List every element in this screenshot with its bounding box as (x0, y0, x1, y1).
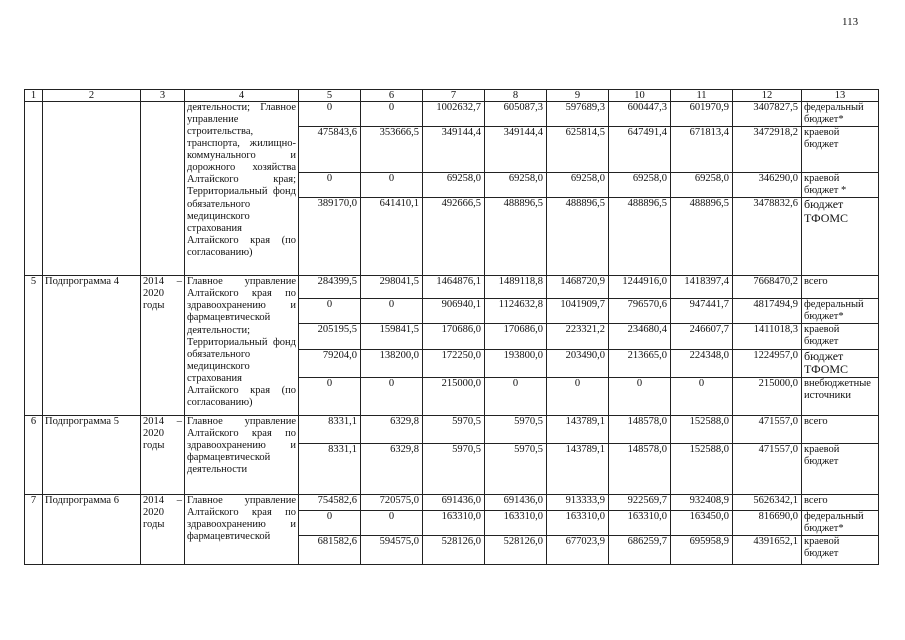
header-cell: 11 (671, 90, 733, 102)
header-cell: 5 (299, 90, 361, 102)
funding-source: федеральный бюджет* (802, 299, 879, 324)
amount-cell: 600447,3 (609, 102, 671, 127)
amount-cell: 224348,0 (671, 349, 733, 378)
amount-cell: 8331,1 (299, 444, 361, 495)
amount-cell: 932408,9 (671, 495, 733, 511)
funding-source: краевой бюджет * (802, 173, 879, 198)
period-cell (141, 276, 185, 416)
amount-cell: 1002632,7 (423, 102, 485, 127)
period-end: 2020 годы (143, 288, 165, 312)
amount-cell: 947441,7 (671, 299, 733, 324)
amount-cell: 69258,0 (547, 173, 609, 198)
amount-cell: 1411018,3 (733, 324, 802, 349)
funding-source: краевой бюджет (802, 536, 879, 565)
amount-cell: 601970,9 (671, 102, 733, 127)
amount-cell: 691436,0 (485, 495, 547, 511)
amount-cell: 528126,0 (423, 536, 485, 565)
amount-cell: 475843,6 (299, 127, 361, 173)
period-start: 2014 (143, 495, 164, 507)
amount-cell: 143789,1 (547, 444, 609, 495)
amount-cell: 5626342,1 (733, 495, 802, 511)
amount-cell: 677023,9 (547, 536, 609, 565)
row-number: 5 (25, 276, 43, 416)
header-row (25, 90, 879, 102)
amount-cell: 148578,0 (609, 416, 671, 444)
amount-cell: 0 (361, 173, 423, 198)
funding-source: всего (802, 276, 879, 299)
amount-cell: 5970,5 (423, 444, 485, 495)
amount-cell: 0 (361, 511, 423, 536)
amount-cell: 215000,0 (423, 378, 485, 416)
amount-cell: 213665,0 (609, 349, 671, 378)
header-cell: 4 (185, 90, 299, 102)
amount-cell: 0 (299, 511, 361, 536)
amount-cell: 0 (609, 378, 671, 416)
amount-cell: 720575,0 (361, 495, 423, 511)
amount-cell: 0 (547, 378, 609, 416)
amount-cell: 913333,9 (547, 495, 609, 511)
amount-cell: 79204,0 (299, 349, 361, 378)
amount-cell: 1489118,8 (485, 276, 547, 299)
funding-source: всего (802, 495, 879, 511)
table-row (25, 276, 879, 299)
amount-cell: 0 (361, 299, 423, 324)
header-cell: 12 (733, 90, 802, 102)
amount-cell: 389170,0 (299, 198, 361, 276)
amount-cell: 641410,1 (361, 198, 423, 276)
amount-cell: 349144,4 (423, 127, 485, 173)
amount-cell: 1124632,8 (485, 299, 547, 324)
amount-cell: 353666,5 (361, 127, 423, 173)
period-dash: – (176, 495, 182, 507)
executor-description: деятельности; Главное управление строительства, транспорта, жилищно-коммунального и дорожного хозяйства Алтайского края; Территориальный фонд обязательного медицинского страхования Алтайского края (по согласованию) (185, 102, 299, 276)
amount-cell: 234680,4 (609, 324, 671, 349)
amount-cell: 1041909,7 (547, 299, 609, 324)
row-number: 6 (25, 416, 43, 495)
amount-cell: 605087,3 (485, 102, 547, 127)
amount-cell: 0 (299, 173, 361, 198)
amount-cell: 298041,5 (361, 276, 423, 299)
row-number (25, 102, 43, 276)
amount-cell: 0 (671, 378, 733, 416)
amount-cell: 488896,5 (671, 198, 733, 276)
funding-source: внебюджетные источники (802, 378, 879, 416)
amount-cell: 346290,0 (733, 173, 802, 198)
amount-cell: 691436,0 (423, 495, 485, 511)
period-cell (141, 495, 185, 565)
header-cell: 13 (802, 90, 879, 102)
amount-cell: 906940,1 (423, 299, 485, 324)
page-number: 113 (842, 16, 859, 28)
period-start: 2014 (143, 276, 164, 288)
amount-cell: 159841,5 (361, 324, 423, 349)
amount-cell: 488896,5 (609, 198, 671, 276)
executor-description: Главное управление Алтайского края по здравоохранению и фармацевтической (185, 495, 299, 565)
amount-cell: 671813,4 (671, 127, 733, 173)
amount-cell: 754582,6 (299, 495, 361, 511)
amount-cell: 1464876,1 (423, 276, 485, 299)
amount-cell: 471557,0 (733, 444, 802, 495)
budget-table (24, 89, 879, 565)
period-start: 2014 (143, 416, 164, 428)
subprogram-name: Подпрограмма 6 (43, 495, 141, 565)
amount-cell: 246607,7 (671, 324, 733, 349)
amount-cell: 488896,5 (547, 198, 609, 276)
executor-description: Главное управление Алтайского края по здравоохранению и фармацевтической деятельности; Территориальный фонд обязательного медицинского страхования Алтайского края (по согласованию) (185, 276, 299, 416)
amount-cell: 3478832,6 (733, 198, 802, 276)
amount-cell: 625814,5 (547, 127, 609, 173)
amount-cell: 163450,0 (671, 511, 733, 536)
amount-cell: 7668470,2 (733, 276, 802, 299)
amount-cell: 3407827,5 (733, 102, 802, 127)
amount-cell: 597689,3 (547, 102, 609, 127)
amount-cell: 1418397,4 (671, 276, 733, 299)
header-cell: 1 (25, 90, 43, 102)
header-cell: 10 (609, 90, 671, 102)
amount-cell: 686259,7 (609, 536, 671, 565)
amount-cell: 0 (299, 378, 361, 416)
funding-source: бюджет ТФОМС (802, 198, 879, 276)
header-cell: 2 (43, 90, 141, 102)
amount-cell: 203490,0 (547, 349, 609, 378)
amount-cell: 284399,5 (299, 276, 361, 299)
amount-cell: 4391652,1 (733, 536, 802, 565)
amount-cell: 0 (299, 102, 361, 127)
amount-cell: 681582,6 (299, 536, 361, 565)
period-dash: – (176, 276, 182, 288)
funding-source: бюджет ТФОМС (802, 349, 879, 378)
amount-cell: 647491,4 (609, 127, 671, 173)
subprogram-name: Подпрограмма 4 (43, 276, 141, 416)
funding-source: федеральный бюджет* (802, 102, 879, 127)
amount-cell: 695958,9 (671, 536, 733, 565)
amount-cell: 922569,7 (609, 495, 671, 511)
period-end: 2020 годы (143, 507, 165, 531)
funding-source: краевой бюджет (802, 444, 879, 495)
funding-source: краевой бюджет (802, 127, 879, 173)
amount-cell: 205195,5 (299, 324, 361, 349)
period-cell (141, 102, 185, 276)
amount-cell: 1468720,9 (547, 276, 609, 299)
period-cell (141, 416, 185, 495)
amount-cell: 163310,0 (547, 511, 609, 536)
amount-cell: 152588,0 (671, 444, 733, 495)
amount-cell: 1224957,0 (733, 349, 802, 378)
amount-cell: 223321,2 (547, 324, 609, 349)
amount-cell: 471557,0 (733, 416, 802, 444)
amount-cell: 143789,1 (547, 416, 609, 444)
amount-cell: 1244916,0 (609, 276, 671, 299)
funding-source: краевой бюджет (802, 324, 879, 349)
amount-cell: 163310,0 (485, 511, 547, 536)
amount-cell: 215000,0 (733, 378, 802, 416)
amount-cell: 69258,0 (609, 173, 671, 198)
amount-cell: 69258,0 (485, 173, 547, 198)
amount-cell: 816690,0 (733, 511, 802, 536)
amount-cell: 528126,0 (485, 536, 547, 565)
amount-cell: 6329,8 (361, 444, 423, 495)
amount-cell: 796570,6 (609, 299, 671, 324)
amount-cell: 349144,4 (485, 127, 547, 173)
amount-cell: 170686,0 (485, 324, 547, 349)
executor-description: Главное управление Алтайского края по здравоохранению и фармацевтической деятельности (185, 416, 299, 495)
table-row (25, 416, 879, 444)
table-row (25, 495, 879, 511)
header-cell: 8 (485, 90, 547, 102)
amount-cell: 163310,0 (423, 511, 485, 536)
amount-cell: 0 (361, 102, 423, 127)
subprogram-name: Подпрограмма 5 (43, 416, 141, 495)
period-dash: – (176, 416, 182, 428)
amount-cell: 488896,5 (485, 198, 547, 276)
funding-source: всего (802, 416, 879, 444)
amount-cell: 492666,5 (423, 198, 485, 276)
amount-cell: 8331,1 (299, 416, 361, 444)
header-cell: 7 (423, 90, 485, 102)
amount-cell: 69258,0 (671, 173, 733, 198)
amount-cell: 3472918,2 (733, 127, 802, 173)
amount-cell: 4817494,9 (733, 299, 802, 324)
header-cell: 6 (361, 90, 423, 102)
amount-cell: 0 (485, 378, 547, 416)
amount-cell: 0 (299, 299, 361, 324)
amount-cell: 594575,0 (361, 536, 423, 565)
amount-cell: 163310,0 (609, 511, 671, 536)
amount-cell: 172250,0 (423, 349, 485, 378)
amount-cell: 170686,0 (423, 324, 485, 349)
amount-cell: 5970,5 (485, 416, 547, 444)
amount-cell: 193800,0 (485, 349, 547, 378)
funding-source: федеральный бюджет* (802, 511, 879, 536)
header-cell: 3 (141, 90, 185, 102)
header-cell: 9 (547, 90, 609, 102)
table-row (25, 102, 879, 127)
amount-cell: 148578,0 (609, 444, 671, 495)
period-end: 2020 годы (143, 428, 165, 452)
amount-cell: 138200,0 (361, 349, 423, 378)
amount-cell: 69258,0 (423, 173, 485, 198)
amount-cell: 5970,5 (485, 444, 547, 495)
amount-cell: 5970,5 (423, 416, 485, 444)
row-number: 7 (25, 495, 43, 565)
amount-cell: 0 (361, 378, 423, 416)
subprogram-name (43, 102, 141, 276)
amount-cell: 6329,8 (361, 416, 423, 444)
amount-cell: 152588,0 (671, 416, 733, 444)
